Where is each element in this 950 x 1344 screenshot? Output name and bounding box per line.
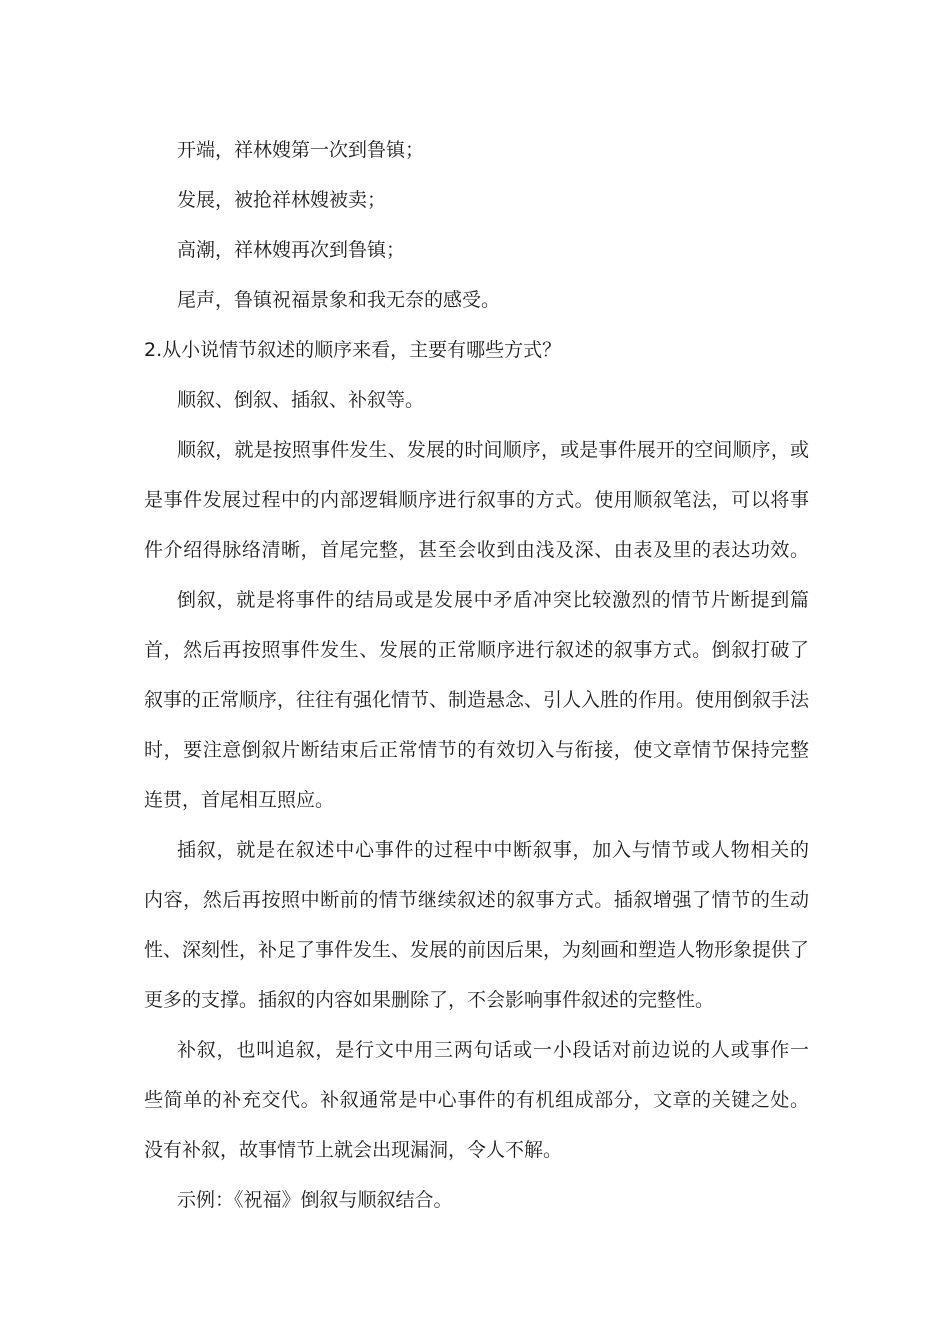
paragraph-line: 插叙，就是在叙述中心事件的过程中中断叙事，加入与情节或人物相关的 [177,839,809,861]
paragraph-line: 更多的支撑。插叙的内容如果删除了，不会影响事件叙述的完整性。 [144,989,715,1011]
paragraph-line: 顺叙，就是按照事件发生、发展的时间顺序，或是事件展开的空间顺序，或 [177,439,809,461]
paragraph-line: 些简单的补充交代。补叙通常是中心事件的有机组成部分，文章的关键之处。 [144,1089,809,1111]
question-heading: 2.从小说情节叙述的顺序来看，主要有哪些方式？ [144,339,562,361]
paragraph-line: 件介绍得脉络清晰，首尾完整，甚至会收到由浅及深、由表及里的表达功效。 [144,539,809,561]
paragraph-line: 时，要注意倒叙片断结束后正常情节的有效切入与衔接，使文章情节保持完整 [144,739,809,761]
paragraph-line: 补叙，也叫追叙，是行文中用三两句话或一小段话对前边说的人或事作一 [177,1039,809,1061]
paragraph-line: 内容，然后再按照中断前的情节继续叙述的叙事方式。插叙增强了情节的生动 [144,889,809,911]
paragraph-line: 是事件发展过程中的内部逻辑顺序进行叙事的方式。使用顺叙笔法，可以将事 [144,489,809,511]
plot-stage-ending: 尾声，鲁镇祝福景象和我无奈的感受。 [177,289,501,311]
paragraph-line: 首，然后再按照事件发生、发展的正常顺序进行叙述的叙事方式。倒叙打破了 [144,639,809,661]
paragraph-line: 性、深刻性，补足了事件发生、发展的前因后果，为刻画和塑造人物形象提供了 [144,939,810,961]
paragraph-line: 倒叙，就是将事件的结局或是发展中矛盾冲突比较激烈的情节片断提到篇 [177,589,809,611]
answer-summary: 顺叙、倒叙、插叙、补叙等。 [177,389,425,411]
plot-stage-climax: 高潮，祥林嫂再次到鲁镇； [177,239,406,261]
plot-stage-development: 发展，被抢祥林嫂被卖； [177,189,387,211]
plot-stage-beginning: 开端，祥林嫂第一次到鲁镇； [177,139,425,161]
example-line: 示例：《祝福》倒叙与顺叙结合。 [177,1189,453,1211]
paragraph-line: 叙事的正常顺序，往往有强化情节、制造悬念、引人入胜的作用。使用倒叙手法 [144,689,810,711]
paragraph-line: 没有补叙，故事情节上就会出现漏洞，令人不解。 [144,1139,563,1161]
paragraph-line: 连贯，首尾相互照应。 [144,789,335,811]
